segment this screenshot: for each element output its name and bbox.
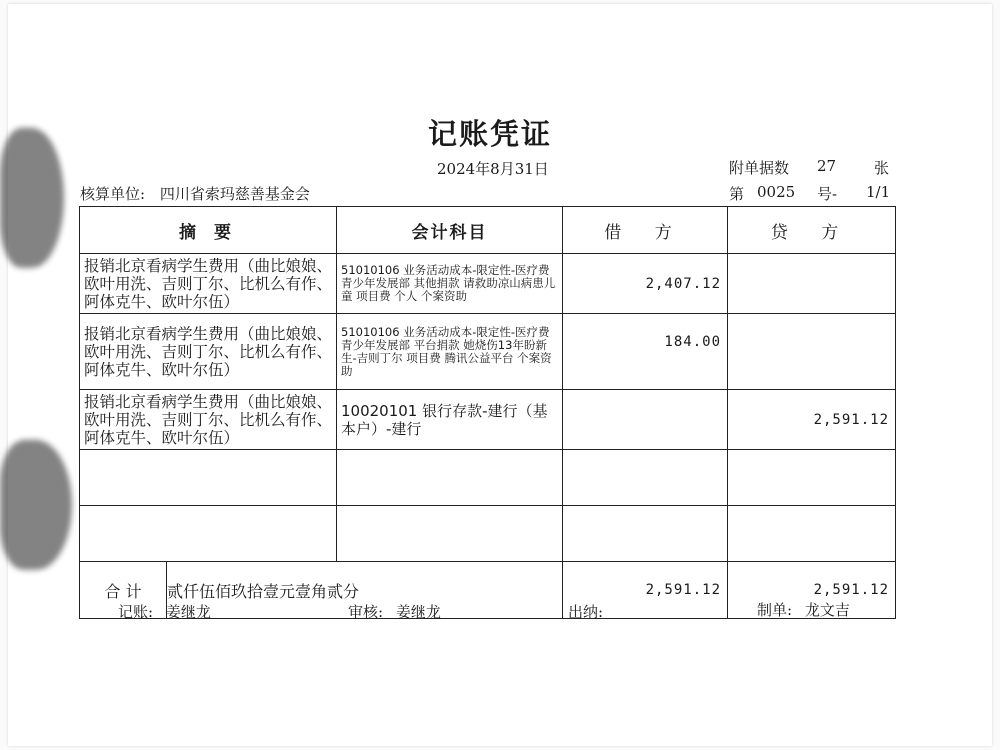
table-row bbox=[80, 390, 896, 450]
attachment-number: 27 bbox=[817, 157, 837, 175]
voucher-date: 2024年8月31日 bbox=[437, 160, 549, 178]
accounting-unit-label: 核算单位: bbox=[80, 185, 146, 203]
voucher-number-suffix: 号- bbox=[817, 185, 838, 203]
row-debit bbox=[563, 390, 728, 450]
row-account: 51010106 业务活动成本-限定性-医疗费 青少年发展部 其他捐款 请救助凉山病患儿童 项目费 个人 个案资助 bbox=[337, 254, 563, 314]
row-summary: 报销北京看病学生费用（曲比娘娘、欧叶用洗、吉则丁尔、比机么有作、阿体克牛、欧叶尔伍） bbox=[80, 314, 337, 390]
row-summary: 报销北京看病学生费用（曲比娘娘、欧叶用洗、吉则丁尔、比机么有作、阿体克牛、欧叶尔伍） bbox=[80, 254, 337, 314]
scan-smudge bbox=[0, 440, 72, 570]
header-account: 会计科目 bbox=[337, 207, 563, 254]
preparer-label: 制单: bbox=[757, 601, 793, 619]
attachment-unit: 张 bbox=[874, 159, 890, 177]
accounting-unit-value: 四川省索玛慈善基金会 bbox=[159, 185, 310, 203]
preparer-name: 龙文吉 bbox=[804, 601, 850, 619]
voucher-title: 记账凭证 bbox=[427, 117, 552, 151]
voucher-number-prefix: 第 bbox=[729, 185, 745, 203]
bookkeeper-label: 记账: bbox=[118, 603, 154, 621]
row-debit: 2,407.12 bbox=[563, 254, 728, 314]
table-row bbox=[80, 254, 896, 314]
header-summary: 摘 要 bbox=[80, 207, 337, 254]
row-credit bbox=[728, 254, 896, 314]
row-credit bbox=[728, 314, 896, 390]
row-account: 10020101 银行存款-建行（基本户）-建行 bbox=[337, 390, 563, 450]
table-row-empty bbox=[80, 450, 896, 506]
row-debit: 184.00 bbox=[563, 314, 728, 390]
row-summary: 报销北京看病学生费用（曲比娘娘、欧叶用洗、吉则丁尔、比机么有作、阿体克牛、欧叶尔伍） bbox=[80, 390, 337, 450]
row-account: 51010106 业务活动成本-限定性-医疗费 青少年发展部 平台捐款 她烧伤13年盼新生-吉则丁尔 项目费 腾讯公益平台 个案资助 bbox=[337, 314, 563, 390]
header-debit: 借 方 bbox=[563, 207, 728, 254]
accounting-unit bbox=[80, 183, 310, 204]
total-amount-words: 贰仟伍佰玖拾壹元壹角贰分 bbox=[167, 581, 360, 601]
bookkeeper-signature bbox=[118, 601, 211, 622]
cashier-signature bbox=[568, 601, 611, 622]
table-row bbox=[80, 314, 896, 390]
scan-smudge bbox=[0, 128, 64, 268]
cashier-label: 出纳: bbox=[568, 603, 604, 621]
total-debit: 2,591.12 bbox=[563, 562, 728, 619]
voucher-table bbox=[79, 206, 896, 619]
table-row-empty bbox=[80, 506, 896, 562]
preparer-signature bbox=[757, 599, 850, 620]
attachment-label: 附单据数 bbox=[729, 159, 790, 177]
voucher-page: 1/1 bbox=[866, 183, 891, 201]
reviewer-label: 审核: bbox=[348, 603, 384, 621]
bookkeeper-name: 姜继龙 bbox=[165, 603, 211, 621]
header-credit: 贷 方 bbox=[728, 207, 896, 254]
voucher-number-value: 0025 bbox=[757, 183, 796, 201]
total-credit: 2,591.12 bbox=[728, 562, 896, 619]
reviewer-name: 姜继龙 bbox=[395, 603, 441, 621]
row-credit: 2,591.12 bbox=[728, 390, 896, 450]
reviewer-signature bbox=[348, 601, 441, 622]
table-header-row bbox=[80, 207, 896, 254]
total-label: 合 计 bbox=[80, 562, 167, 618]
